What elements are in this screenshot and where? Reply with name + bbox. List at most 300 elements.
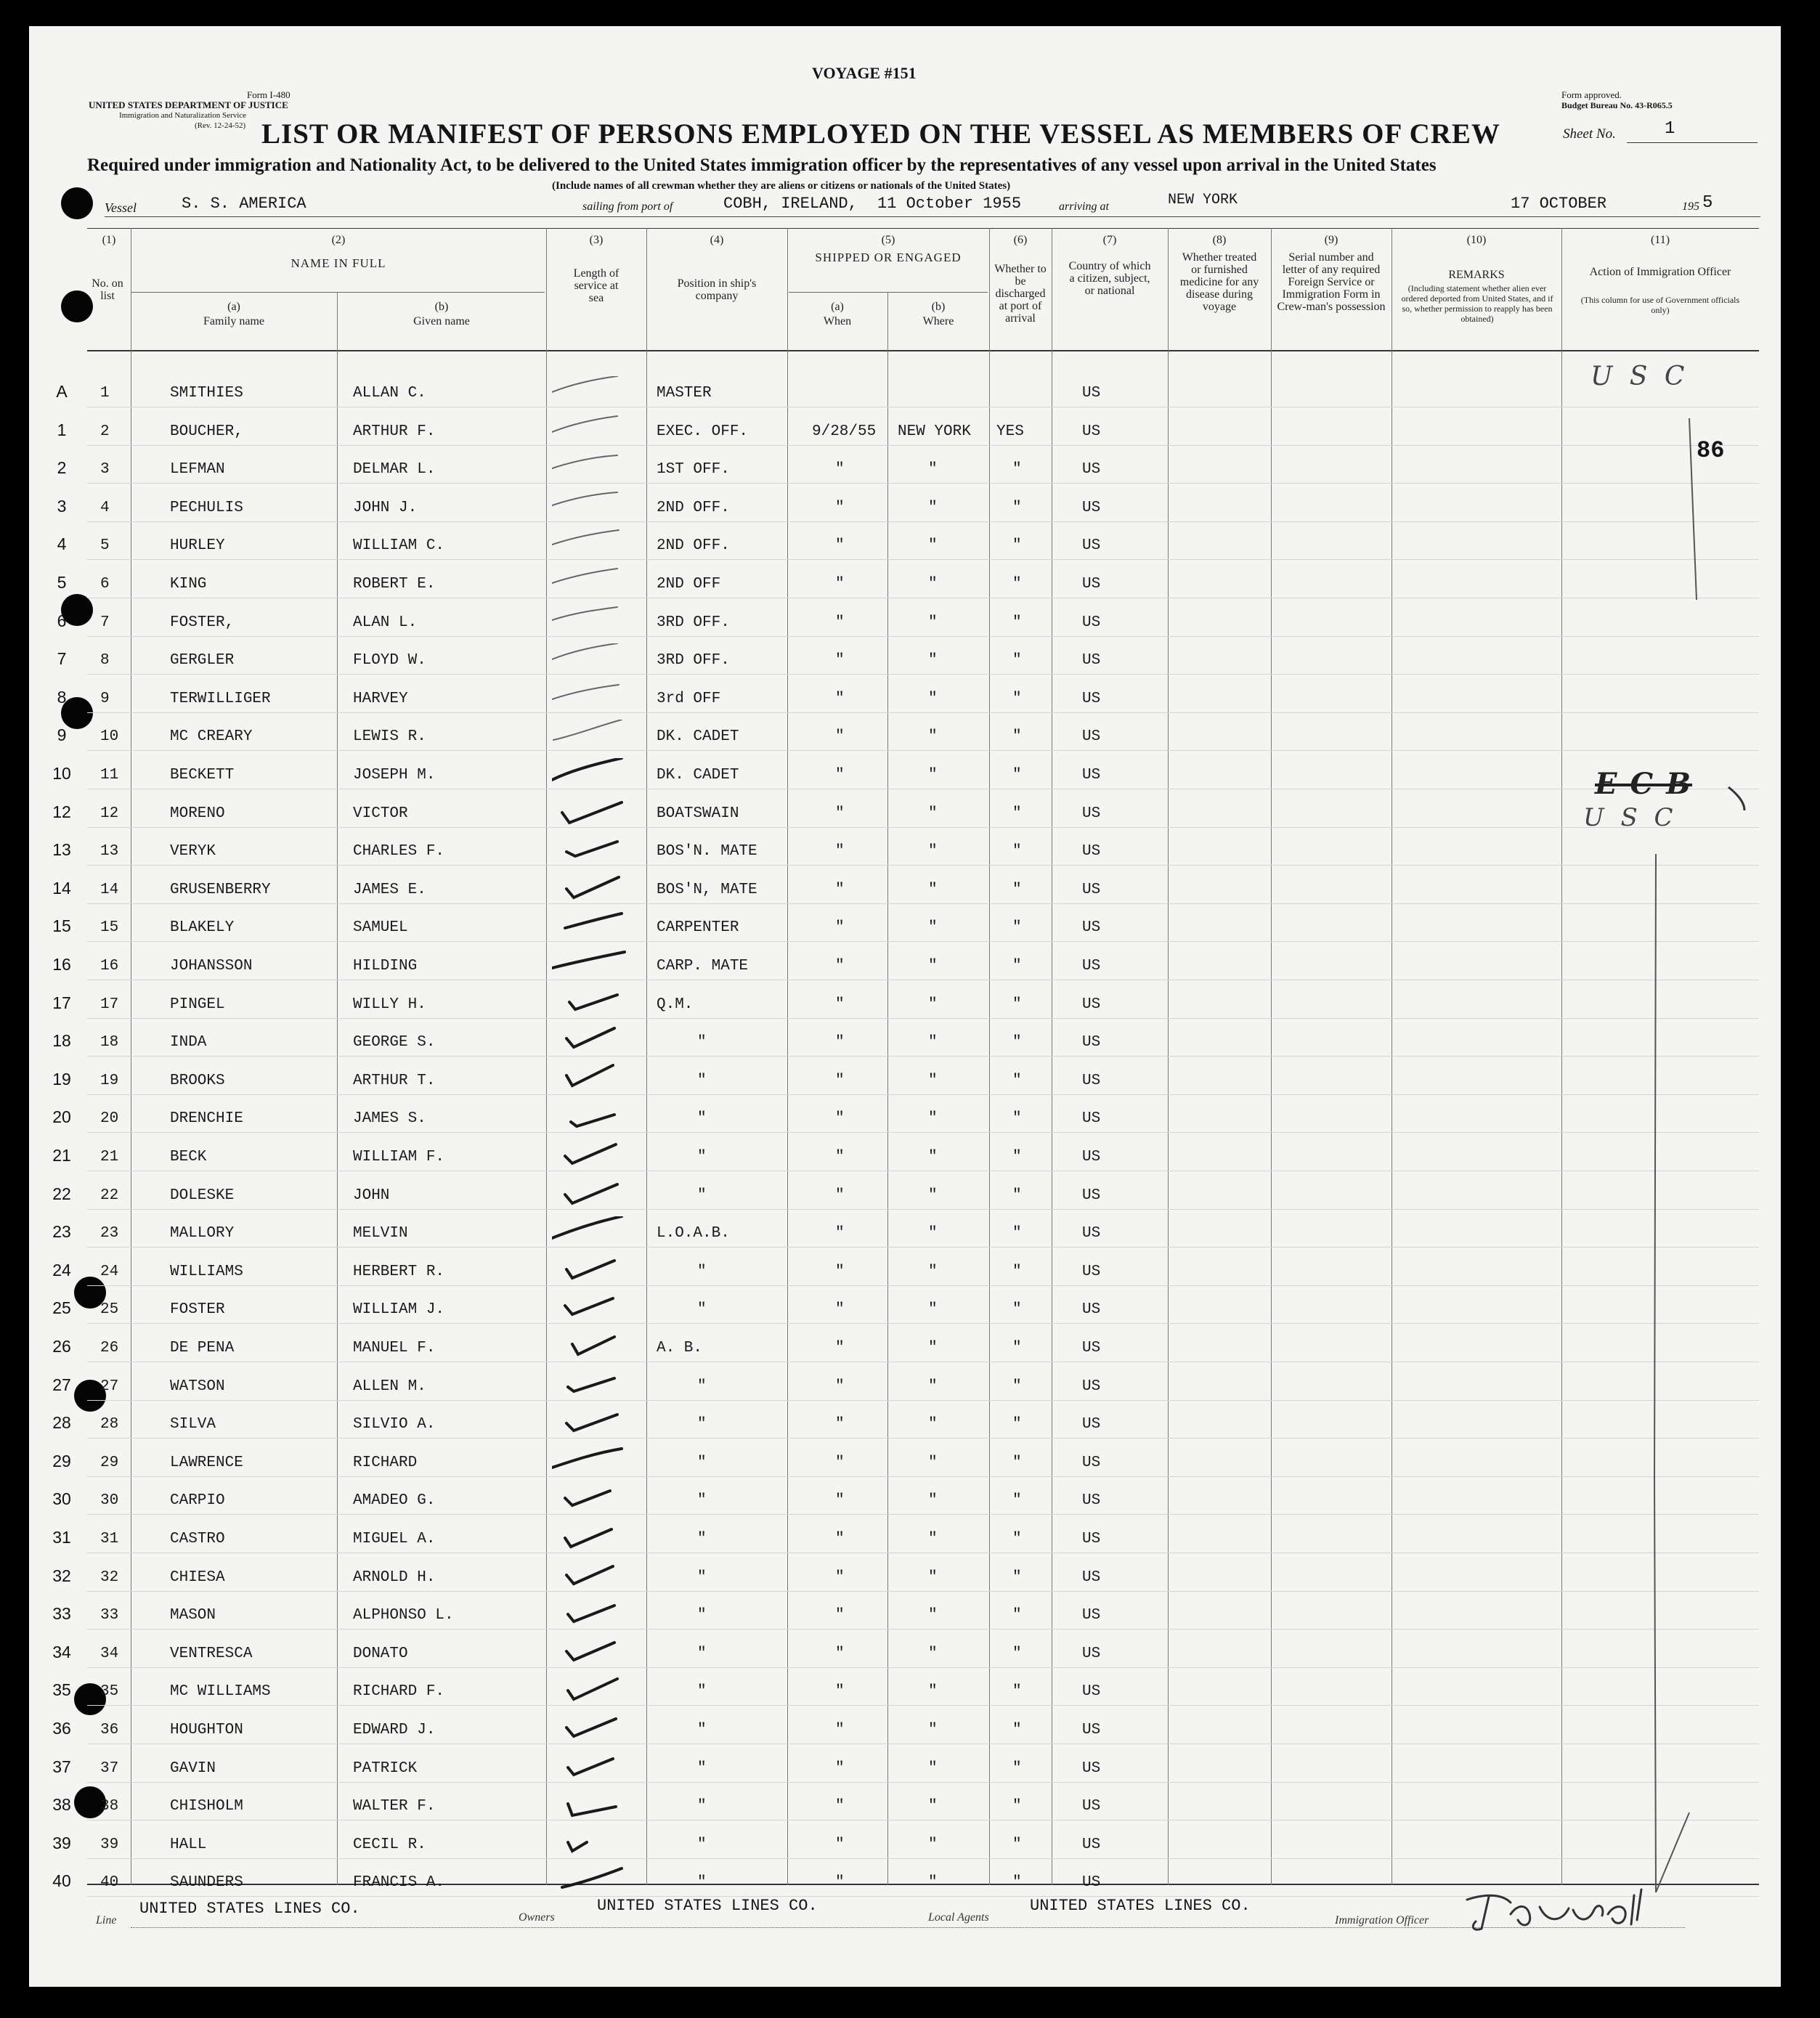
given-name: WILLIAM J. bbox=[353, 1301, 445, 1318]
position: " bbox=[697, 1531, 707, 1547]
row-number: 26 bbox=[100, 1340, 119, 1356]
given-name: SAMUEL bbox=[353, 919, 408, 936]
given-name: DELMAR L. bbox=[353, 461, 436, 478]
country: US bbox=[1082, 767, 1101, 784]
position: MASTER bbox=[657, 385, 712, 402]
position: " bbox=[697, 1492, 707, 1509]
agents-label: Local Agents bbox=[928, 1911, 989, 1924]
position: 2ND OFF. bbox=[657, 537, 730, 554]
position: Q.M. bbox=[657, 996, 694, 1013]
position: " bbox=[697, 1149, 707, 1165]
check-mark-icon bbox=[552, 1789, 632, 1821]
family-name: BLAKELY bbox=[170, 919, 235, 936]
shipped-when: " bbox=[835, 1416, 845, 1433]
given-name: HILDING bbox=[353, 958, 418, 975]
shipped-where: NEW YORK bbox=[898, 423, 971, 440]
table-row bbox=[29, 1261, 1781, 1290]
family-name: MC WILLIAMS bbox=[170, 1683, 271, 1700]
margin-number: 17 bbox=[52, 993, 71, 1012]
family-name: FOSTER, bbox=[170, 614, 235, 631]
table-row bbox=[29, 1413, 1781, 1442]
given-name: LEWIS R. bbox=[353, 728, 426, 745]
col6-header: Whether to be discharged at port of arrival bbox=[994, 263, 1047, 325]
discharged: " bbox=[1012, 1454, 1022, 1471]
country: US bbox=[1082, 537, 1101, 554]
table-row bbox=[29, 1452, 1781, 1481]
row-number: 17 bbox=[100, 996, 119, 1013]
country: US bbox=[1082, 919, 1101, 936]
shipped-when: " bbox=[835, 576, 845, 593]
col3-header: Length of service at sea bbox=[573, 267, 619, 304]
row-number: 33 bbox=[100, 1607, 119, 1624]
discharged: " bbox=[1012, 843, 1022, 860]
table-row bbox=[29, 1222, 1781, 1251]
col11-number: (11) bbox=[1650, 234, 1670, 246]
row-rule bbox=[87, 1323, 1759, 1324]
discharged: " bbox=[1012, 1340, 1022, 1356]
pencil-mark-lines bbox=[1554, 389, 1772, 1943]
crossed-annotation: E C B bbox=[1595, 767, 1692, 801]
given-name: ARTHUR F. bbox=[353, 423, 436, 440]
table-row bbox=[29, 1680, 1781, 1709]
given-name: ARNOLD H. bbox=[353, 1569, 436, 1586]
shipped-when: " bbox=[835, 614, 845, 631]
year-prefix: 195 bbox=[1682, 200, 1699, 213]
manifest-sheet bbox=[29, 26, 1781, 1987]
margin-number: 32 bbox=[52, 1566, 71, 1585]
country: US bbox=[1082, 1110, 1101, 1127]
shipped-where: " bbox=[928, 576, 938, 593]
given-name: JOHN J. bbox=[353, 500, 418, 516]
col1-header: No. on list bbox=[92, 277, 123, 302]
country: US bbox=[1082, 1492, 1101, 1509]
family-name: PINGEL bbox=[170, 996, 225, 1013]
check-mark-icon bbox=[552, 1293, 632, 1325]
shipped-where: " bbox=[928, 1760, 938, 1777]
col3-number: (3) bbox=[589, 234, 604, 246]
shipped-where: " bbox=[928, 1874, 938, 1891]
discharged: " bbox=[1012, 1110, 1022, 1127]
family-name: CHIESA bbox=[170, 1569, 225, 1586]
check-mark-icon bbox=[552, 1179, 632, 1211]
discharged: " bbox=[1012, 1760, 1022, 1777]
immigration-officer-signature bbox=[1460, 1885, 1678, 1936]
shipped-when: " bbox=[835, 1874, 845, 1891]
family-name: KING bbox=[170, 576, 207, 593]
page-title: LIST OR MANIFEST OF PERSONS EMPLOYED ON THE VESSEL AS MEMBERS OF CREW bbox=[261, 118, 1500, 150]
country: US bbox=[1082, 614, 1101, 631]
discharged: " bbox=[1012, 500, 1022, 516]
family-name: WATSON bbox=[170, 1378, 225, 1395]
country: US bbox=[1082, 843, 1101, 860]
table-row bbox=[29, 688, 1781, 717]
col9-number: (9) bbox=[1324, 234, 1338, 246]
margin-number: 26 bbox=[52, 1337, 71, 1356]
include-note: (Include names of all crewman whether they are aliens or citizens or nationals of the United States) bbox=[552, 180, 1011, 192]
row-number: 24 bbox=[100, 1264, 119, 1280]
row-rule bbox=[87, 1591, 1759, 1592]
margin-number: 38 bbox=[52, 1795, 71, 1814]
table-row bbox=[29, 1566, 1781, 1595]
sheet-underline bbox=[1627, 142, 1758, 143]
margin-number: 2 bbox=[57, 458, 67, 477]
agents-value: UNITED STATES LINES CO. bbox=[1030, 1897, 1251, 1915]
check-mark-icon bbox=[552, 873, 632, 905]
row-number: 38 bbox=[100, 1798, 119, 1815]
margin-number: 23 bbox=[52, 1222, 71, 1241]
row-number: 30 bbox=[100, 1492, 119, 1509]
given-name: CHARLES F. bbox=[353, 843, 445, 860]
family-name: HOUGHTON bbox=[170, 1722, 243, 1738]
shipped-where: " bbox=[928, 958, 938, 975]
shipped-where: " bbox=[928, 805, 938, 822]
margin-number: 13 bbox=[52, 840, 71, 859]
row-rule bbox=[87, 1705, 1759, 1706]
given-name: HARVEY bbox=[353, 691, 408, 707]
discharged: " bbox=[1012, 919, 1022, 936]
check-mark-icon bbox=[552, 415, 632, 447]
table-row bbox=[29, 1031, 1781, 1060]
shipped-when: " bbox=[835, 1760, 845, 1777]
family-name: INDA bbox=[170, 1034, 207, 1051]
row-number: 23 bbox=[100, 1225, 119, 1242]
given-name: JAMES E. bbox=[353, 882, 426, 898]
margin-number: 39 bbox=[52, 1834, 71, 1852]
discharged: " bbox=[1012, 1683, 1022, 1700]
footer-underline bbox=[131, 1927, 1685, 1928]
check-mark-icon bbox=[552, 1216, 632, 1248]
shipped-where: " bbox=[928, 1187, 938, 1204]
position: " bbox=[697, 1416, 707, 1433]
margin-number: 33 bbox=[52, 1604, 71, 1623]
position: DK. CADET bbox=[657, 767, 739, 784]
col5-number: (5) bbox=[881, 234, 895, 246]
shipped-where: " bbox=[928, 500, 938, 516]
check-mark-icon bbox=[552, 988, 632, 1020]
check-mark-icon bbox=[552, 1331, 632, 1363]
position: " bbox=[697, 1569, 707, 1586]
country: US bbox=[1082, 423, 1101, 440]
col5a-header: When bbox=[823, 315, 852, 327]
row-rule bbox=[87, 1285, 1759, 1286]
shipped-when: " bbox=[835, 1378, 845, 1395]
check-mark-icon bbox=[552, 758, 632, 790]
col6-number: (6) bbox=[1013, 234, 1028, 246]
margin-number: 29 bbox=[52, 1452, 71, 1470]
usc-handwritten-top: U S C bbox=[1591, 362, 1689, 391]
col4-header: Position in ship's company bbox=[677, 277, 757, 302]
departure-date: 11 October 1955 bbox=[877, 195, 1022, 213]
sheet-number: 1 bbox=[1665, 119, 1675, 139]
country: US bbox=[1082, 1798, 1101, 1815]
row-rule bbox=[87, 1018, 1759, 1019]
shipped-where: " bbox=[928, 1722, 938, 1738]
row-number: 25 bbox=[100, 1301, 119, 1318]
vessel-label: Vessel bbox=[105, 200, 137, 215]
position: " bbox=[697, 1301, 707, 1318]
country: US bbox=[1082, 1874, 1101, 1891]
country: US bbox=[1082, 1760, 1101, 1777]
discharged: " bbox=[1012, 1569, 1022, 1586]
shipped-where: " bbox=[928, 1073, 938, 1089]
shipped-when: " bbox=[835, 1187, 845, 1204]
shipped-when: " bbox=[835, 1073, 845, 1089]
shipped-when: " bbox=[835, 1034, 845, 1051]
country: US bbox=[1082, 1034, 1101, 1051]
check-mark-icon bbox=[552, 1025, 632, 1057]
margin-number: 21 bbox=[52, 1146, 71, 1165]
margin-number: 10 bbox=[52, 764, 71, 783]
given-name: EDWARD J. bbox=[353, 1722, 436, 1738]
given-name: RICHARD bbox=[353, 1454, 418, 1471]
table-row bbox=[29, 534, 1781, 564]
country: US bbox=[1082, 652, 1101, 669]
family-name: FOSTER bbox=[170, 1301, 225, 1318]
country: US bbox=[1082, 1378, 1101, 1395]
col4-number: (4) bbox=[710, 234, 724, 246]
discharged: " bbox=[1012, 1034, 1022, 1051]
table-row bbox=[29, 802, 1781, 831]
row-number: 3 bbox=[100, 461, 110, 478]
line-value: UNITED STATES LINES CO. bbox=[139, 1900, 360, 1918]
arrival-date: 17 OCTOBER bbox=[1511, 195, 1607, 213]
discharged: " bbox=[1012, 882, 1022, 898]
check-mark-icon bbox=[552, 1866, 632, 1897]
col5-header: SHIPPED OR ENGAGED bbox=[815, 251, 962, 264]
family-name: BECKETT bbox=[170, 767, 235, 784]
shipped-when: " bbox=[835, 958, 845, 975]
budget-bureau: Budget Bureau No. 43-R065.5 bbox=[1561, 100, 1673, 110]
shipped-when: " bbox=[835, 1264, 845, 1280]
shipped-where: " bbox=[928, 1492, 938, 1509]
col10-note: (Including statement whether alien ever ordered deported from United States, and if so, whether permission to reapply has been obtained) bbox=[1401, 283, 1553, 324]
shipped-where: " bbox=[928, 1225, 938, 1242]
shipped-when: " bbox=[835, 1110, 845, 1127]
row-number: 32 bbox=[100, 1569, 119, 1586]
discharged: " bbox=[1012, 614, 1022, 631]
row-number: 20 bbox=[100, 1110, 119, 1127]
row-number: 22 bbox=[100, 1187, 119, 1204]
position: BOATSWAIN bbox=[657, 805, 739, 822]
country: US bbox=[1082, 958, 1101, 975]
table-row bbox=[29, 1757, 1781, 1786]
table-row bbox=[29, 1337, 1781, 1366]
vessel-name: S. S. AMERICA bbox=[182, 195, 306, 213]
position: " bbox=[697, 1645, 707, 1662]
given-name: MELVIN bbox=[353, 1225, 408, 1242]
officer-label: Immigration Officer bbox=[1335, 1914, 1429, 1927]
col11-header: Action of Immigration Officer bbox=[1589, 266, 1731, 278]
row-number: 9 bbox=[100, 691, 110, 707]
sheet-label: Sheet No. bbox=[1563, 126, 1616, 142]
margin-number: 35 bbox=[52, 1680, 71, 1699]
position: " bbox=[697, 1874, 707, 1891]
table-row bbox=[29, 1604, 1781, 1633]
department-name: UNITED STATES DEPARTMENT OF JUSTICE bbox=[89, 99, 288, 110]
family-name: CASTRO bbox=[170, 1531, 225, 1547]
table-row bbox=[29, 955, 1781, 984]
row-rule bbox=[87, 1667, 1759, 1668]
shipped-where: " bbox=[928, 1454, 938, 1471]
given-name: SILVIO A. bbox=[353, 1416, 436, 1433]
family-name: VENTRESCA bbox=[170, 1645, 253, 1662]
family-name: MASON bbox=[170, 1607, 216, 1624]
row-rule bbox=[87, 865, 1759, 866]
position: " bbox=[697, 1607, 707, 1624]
row-number: 1 bbox=[100, 385, 110, 402]
margin-number: 15 bbox=[52, 916, 71, 935]
service-name: Immigration and Naturalization Service bbox=[119, 111, 247, 120]
table-row bbox=[29, 497, 1781, 526]
row-number: 34 bbox=[100, 1645, 119, 1662]
check-mark-icon bbox=[552, 1064, 632, 1096]
row-rule bbox=[87, 827, 1759, 828]
discharged: " bbox=[1012, 461, 1022, 478]
country: US bbox=[1082, 1836, 1101, 1853]
position: " bbox=[697, 1722, 707, 1738]
row-rule bbox=[87, 559, 1759, 560]
position: 1ST OFF. bbox=[657, 461, 730, 478]
shipped-when: " bbox=[835, 805, 845, 822]
family-name: GERGLER bbox=[170, 652, 235, 669]
discharged: " bbox=[1012, 1225, 1022, 1242]
row-number: 39 bbox=[100, 1836, 119, 1853]
check-mark-icon bbox=[552, 452, 632, 484]
owners-value: UNITED STATES LINES CO. bbox=[597, 1897, 818, 1915]
col9-header: Serial number and letter of any required Foreign Service or Immigration Form in Crew-man's possession bbox=[1277, 251, 1386, 313]
sailing-label: sailing from port of bbox=[582, 200, 673, 213]
table-row bbox=[29, 1528, 1781, 1557]
check-mark-icon bbox=[552, 606, 632, 638]
country: US bbox=[1082, 1301, 1101, 1318]
row-number: 14 bbox=[100, 882, 119, 898]
table-row bbox=[29, 1107, 1781, 1136]
family-name: CARPIO bbox=[170, 1492, 225, 1509]
check-mark-icon bbox=[552, 1522, 632, 1554]
country: US bbox=[1082, 1454, 1101, 1471]
table-row bbox=[29, 1795, 1781, 1824]
row-number: 27 bbox=[100, 1378, 119, 1395]
check-mark-icon bbox=[552, 1407, 632, 1439]
col5b-number: (b) bbox=[931, 301, 946, 313]
given-name: PATRICK bbox=[353, 1760, 418, 1777]
row-rule bbox=[87, 1132, 1759, 1133]
family-name: BECK bbox=[170, 1149, 207, 1165]
check-mark-icon bbox=[552, 1446, 632, 1478]
check-mark-icon bbox=[552, 491, 632, 523]
discharged: " bbox=[1012, 576, 1022, 593]
table-row bbox=[29, 840, 1781, 869]
given-name: VICTOR bbox=[353, 805, 408, 822]
discharged: " bbox=[1012, 1874, 1022, 1891]
country: US bbox=[1082, 461, 1101, 478]
country: US bbox=[1082, 576, 1101, 593]
family-name: VERYK bbox=[170, 843, 216, 860]
given-name: WILLIAM F. bbox=[353, 1149, 445, 1165]
margin-number: 34 bbox=[52, 1643, 71, 1661]
shipped-when: " bbox=[835, 767, 845, 784]
position: 3rd OFF bbox=[657, 691, 721, 707]
shipped-where: " bbox=[928, 843, 938, 860]
row-number: 12 bbox=[100, 805, 119, 822]
country: US bbox=[1082, 1149, 1101, 1165]
shipped-where: " bbox=[928, 1340, 938, 1356]
discharged: " bbox=[1012, 1301, 1022, 1318]
position: BOS'N. MATE bbox=[657, 843, 757, 860]
row-number: 10 bbox=[100, 728, 119, 745]
margin-number: A bbox=[56, 382, 68, 401]
margin-number: 36 bbox=[52, 1719, 71, 1738]
shipped-where: " bbox=[928, 691, 938, 707]
country: US bbox=[1082, 805, 1101, 822]
row-number: 8 bbox=[100, 652, 110, 669]
position: 3RD OFF. bbox=[657, 614, 730, 631]
departure-port: COBH, IRELAND, bbox=[723, 195, 858, 213]
country: US bbox=[1082, 1645, 1101, 1662]
discharged: " bbox=[1012, 1836, 1022, 1853]
shipped-when: " bbox=[835, 996, 845, 1013]
shipped-where: " bbox=[928, 882, 938, 898]
row-rule bbox=[87, 521, 1759, 522]
shipped-where: " bbox=[928, 919, 938, 936]
shipped-when: " bbox=[835, 652, 845, 669]
country: US bbox=[1082, 691, 1101, 707]
row-number: 35 bbox=[100, 1683, 119, 1700]
col5a-number: (a) bbox=[831, 301, 844, 313]
position: CARP. MATE bbox=[657, 958, 749, 975]
line-label: Line bbox=[96, 1914, 117, 1927]
discharged: " bbox=[1012, 1645, 1022, 1662]
table-row bbox=[29, 1298, 1781, 1327]
row-rule bbox=[87, 903, 1759, 904]
table-row bbox=[29, 573, 1781, 602]
check-mark-icon bbox=[552, 567, 632, 599]
row-rule bbox=[87, 750, 1759, 751]
table-row bbox=[29, 916, 1781, 945]
row-rule bbox=[87, 712, 1759, 713]
shipped-where: " bbox=[928, 1683, 938, 1700]
row-number: 40 bbox=[100, 1874, 119, 1891]
discharged: " bbox=[1012, 958, 1022, 975]
shipped-when: " bbox=[835, 1454, 845, 1471]
shipped-where: " bbox=[928, 1607, 938, 1624]
position: L.O.A.B. bbox=[657, 1225, 730, 1242]
col1-number: (1) bbox=[102, 234, 116, 246]
position: " bbox=[697, 1264, 707, 1280]
position: " bbox=[697, 1187, 707, 1204]
check-mark-icon bbox=[552, 1102, 632, 1134]
position: 2ND OFF. bbox=[657, 500, 730, 516]
shipped-where: " bbox=[928, 728, 938, 745]
check-mark-icon bbox=[552, 1637, 632, 1669]
check-mark-icon bbox=[552, 949, 632, 981]
row-number: 11 bbox=[100, 767, 119, 784]
row-rule bbox=[87, 1858, 1759, 1859]
check-mark-icon bbox=[552, 1751, 632, 1783]
col7-number: (7) bbox=[1102, 234, 1117, 246]
row-rule bbox=[87, 1094, 1759, 1095]
punch-hole bbox=[61, 187, 93, 219]
col5b-header: Where bbox=[922, 315, 954, 327]
margin-number: 20 bbox=[52, 1107, 71, 1126]
row-number: 29 bbox=[100, 1454, 119, 1471]
position: " bbox=[697, 1836, 707, 1853]
margin-number: 9 bbox=[57, 725, 67, 744]
table-row bbox=[29, 420, 1781, 449]
country: US bbox=[1082, 500, 1101, 516]
check-mark-icon bbox=[552, 1713, 632, 1745]
shipped-when: " bbox=[835, 1683, 845, 1700]
